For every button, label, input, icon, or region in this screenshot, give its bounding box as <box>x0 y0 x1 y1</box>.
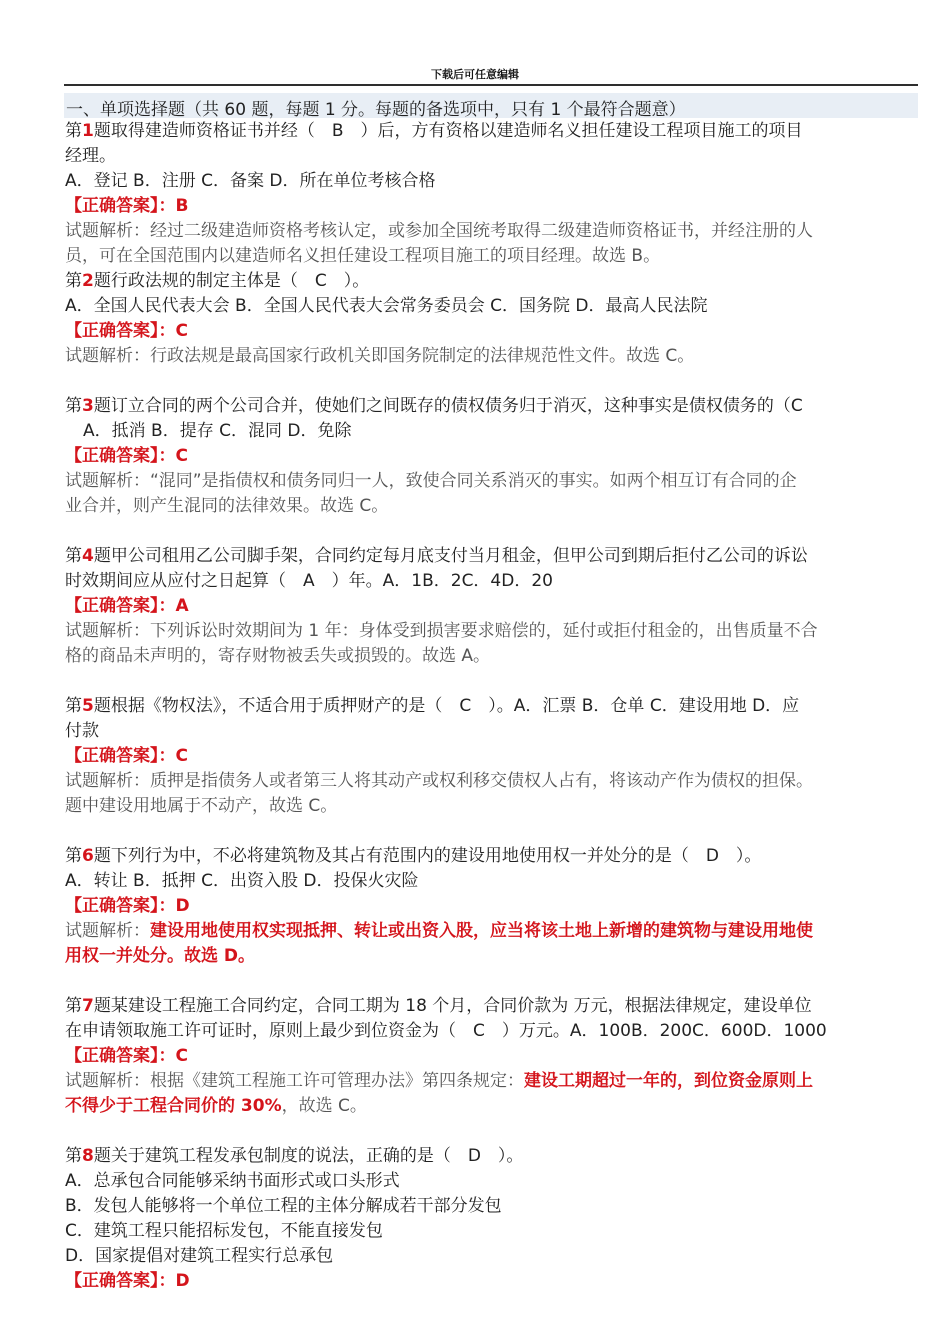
question-3-options: A．抵消 B．提存 C．混同 D．免除 <box>83 421 352 441</box>
header-rule <box>64 84 918 86</box>
question-5-explanation-cont: 题中建设用地属于不动产，故选 C。 <box>65 796 338 816</box>
question-number: 6 <box>82 846 94 866</box>
question-4-answer: 【正确答案】：A <box>65 596 189 616</box>
question-6-answer: 【正确答案】：D <box>65 896 190 916</box>
question-6-options: A．转让 B．抵押 C．出资入股 D．投保火灾险 <box>65 871 419 891</box>
question-2-stem: 第2题行政法规的制定主体是（ C ）。 <box>65 271 370 291</box>
inline-answer: C <box>314 271 327 291</box>
question-4-explanation-cont: 格的商品未声明的，寄存财物被丢失或损毁的。故选 A。 <box>65 646 491 666</box>
question-2-explanation: 试题解析：行政法规是最高国家行政机关即国务院制定的法律规范性文件。故选 C。 <box>65 346 695 366</box>
question-8-answer: 【正确答案】：D <box>65 1271 190 1291</box>
question-3-stem: 第3题订立合同的两个公司合并，使她们之间既存的债权债务归于消灭，这种事实是债权债务的（C <box>65 396 803 416</box>
highlighted-explanation: 建设工期超过一年的，到位资金原则上 <box>524 1071 813 1091</box>
inline-answer: C <box>459 696 472 716</box>
question-3-explanation-cont: 业合并，则产生混同的法律效果。故选 C。 <box>65 496 389 516</box>
question-8-option-d: D．国家提倡对建筑工程实行总承包 <box>65 1246 334 1266</box>
question-5-stem: 第5题根据《物权法》，不适合用于质押财产的是（ C ）。A．汇票 B．仓单 C．建设用地 D．应 <box>65 696 800 716</box>
question-1-stem: 第1题取得建造师资格证书并经（ B ）后，方有资格以建造师名义担任建设工程项目施工的项目 <box>65 121 803 141</box>
highlighted-explanation: 建设用地使用权实现抵押、转让或出资入股，应当将该土地上新增的建筑物与建设用地使 <box>150 921 813 941</box>
question-5-answer: 【正确答案】：C <box>65 746 188 766</box>
question-1-explanation-cont: 员，可在全国范围内以建造师名义担任建设工程项目施工的项目经理。故选 B。 <box>65 246 661 266</box>
inline-answer: B <box>331 121 344 141</box>
inline-answer: A <box>303 571 315 591</box>
question-7-answer: 【正确答案】：C <box>65 1046 188 1066</box>
question-4-stem: 第4题甲公司租用乙公司脚手架，合同约定每月底支付当月租金，但甲公司到期后拒付乙公司的诉讼 <box>65 546 808 566</box>
question-6-stem: 第6题下列行为中，不必将建筑物及其占有范围内的建设用地使用权一并处分的是（ D ）。 <box>65 846 762 866</box>
question-4-stem-cont: 时效期间应从应付之日起算（ A ）年。A．1B．2C．4D．20 <box>65 571 553 591</box>
question-3-answer: 【正确答案】：C <box>65 446 188 466</box>
question-number: 8 <box>82 1146 94 1166</box>
question-number: 2 <box>82 271 94 291</box>
question-number: 4 <box>82 546 94 566</box>
question-number: 3 <box>82 396 94 416</box>
question-3-explanation: 试题解析：“混同”是指债权和债务同归一人，致使合同关系消灭的事实。如两个相互订有合同的企 <box>65 471 797 491</box>
question-5-stem-cont: 付款 <box>65 721 99 741</box>
question-1-stem-cont: 经理。 <box>65 146 116 166</box>
question-7-explanation-cont: 不得少于工程合同价的 30%，故选 C。 <box>65 1096 367 1116</box>
question-7-stem: 第7题某建设工程施工合同约定，合同工期为 18 个月，合同价款为 万元，根据法律规定，建设单位 <box>65 996 812 1016</box>
question-1-explanation: 试题解析：经过二级建造师资格考核认定，或参加全国统考取得二级建造师资格证书，并经注册的人 <box>65 221 813 241</box>
question-8-option-a: A．总承包合同能够采纳书面形式或口头形式 <box>65 1171 400 1191</box>
question-list <box>65 119 921 1294</box>
question-8-option-c: C．建筑工程只能招标发包，不能直接发包 <box>65 1221 383 1241</box>
section-title: 一、单项选择题（共 60 题，每题 1 分。每题的备选项中，只有 1 个最符合题意） <box>66 100 686 120</box>
question-2-options: A．全国人民代表大会 B．全国人民代表大会常务委员会 C．国务院 D．最高人民法院 <box>65 296 708 316</box>
question-4-explanation: 试题解析：下列诉讼时效期间为 1 年：身体受到损害要求赔偿的，延付或拒付租金的，出售质量不合 <box>65 621 818 641</box>
question-6-explanation-cont: 用权一并处分。故选 D。 <box>65 946 256 966</box>
question-8-option-b: B．发包人能够将一个单位工程的主体分解成若干部分发包 <box>65 1196 502 1216</box>
inline-answer: C <box>473 1021 485 1041</box>
question-1-answer: 【正确答案】：B <box>65 196 189 216</box>
inline-answer: D <box>705 846 719 866</box>
question-5-explanation: 试题解析：质押是指债务人或者第三人将其动产或权利移交债权人占有，将该动产作为债权的担保。 <box>65 771 813 791</box>
highlighted-explanation: 不得少于工程合同价的 30% <box>65 1096 282 1116</box>
question-number: 5 <box>82 696 94 716</box>
inline-answer: D <box>467 1146 481 1166</box>
question-1-options: A．登记 B．注册 C．备案 D．所在单位考核合格 <box>65 171 436 191</box>
question-number: 7 <box>82 996 94 1016</box>
question-number: 1 <box>82 121 94 141</box>
question-7-stem-cont: 在申请领取施工许可证时，原则上最少到位资金为（ C ）万元。A．100B．200C．600D．1000 <box>65 1021 827 1041</box>
question-7-explanation: 试题解析：根据《建筑工程施工许可管理办法》第四条规定：建设工期超过一年的，到位资金原则上 <box>65 1071 813 1091</box>
header-note: 下载后可任意编辑 <box>431 68 519 81</box>
question-8-stem: 第8题关于建筑工程发承包制度的说法，正确的是（ D ）。 <box>65 1146 524 1166</box>
question-2-answer: 【正确答案】：C <box>65 321 188 341</box>
question-6-explanation: 试题解析：建设用地使用权实现抵押、转让或出资入股，应当将该土地上新增的建筑物与建设用地使 <box>65 921 813 941</box>
